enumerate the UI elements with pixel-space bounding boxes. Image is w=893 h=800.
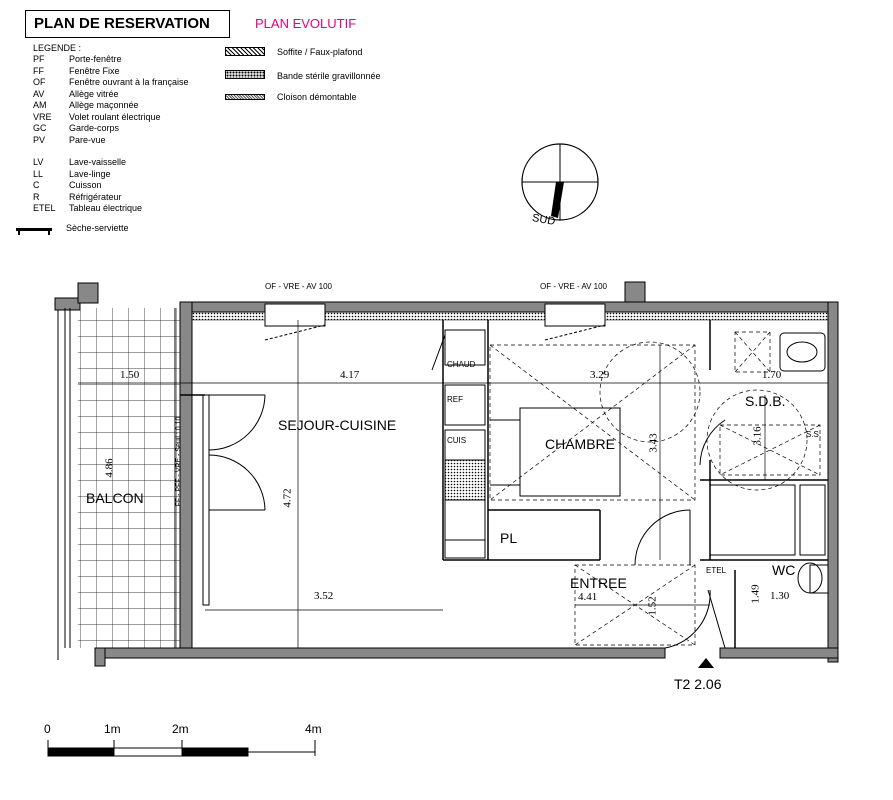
dim-sdb-height: 3.16 xyxy=(751,426,764,446)
scale-label-0: 0 xyxy=(44,722,51,736)
dim-sejour-bottom: 3.52 xyxy=(314,590,334,602)
tag-balcony-door: FF - PFF - VRE - Seuil : 0.10 xyxy=(175,416,183,507)
room-chambre: CHAMBRE xyxy=(545,436,616,452)
tag-cuis: CUIS xyxy=(447,436,467,445)
dim-sdb-width: 1.70 xyxy=(762,369,782,381)
tag-chaud: CHAUD xyxy=(447,360,476,369)
room-wc: WC xyxy=(772,562,796,578)
room-sdb: S.D.B. xyxy=(745,393,786,409)
legend-code: ETEL xyxy=(33,203,56,213)
room-pl: PL xyxy=(500,530,518,546)
scale-label-2m: 2m xyxy=(172,722,189,736)
legend-code: PF xyxy=(33,54,45,64)
legend-code: C xyxy=(33,180,40,190)
legend-desc: Fenêtre Fixe xyxy=(69,65,120,76)
partition-label: Cloison démontable xyxy=(277,92,357,102)
legend-desc: Lave-vaisselle xyxy=(69,157,127,167)
scale-label-4m: 4m xyxy=(305,722,322,736)
soffit-label: Soffite / Faux-plafond xyxy=(277,47,363,57)
legend-desc: Allège vitrée xyxy=(69,88,119,99)
legend-desc: Réfrigérateur xyxy=(69,191,122,202)
plan-subtitle: PLAN EVOLUTIF xyxy=(255,16,357,31)
legend-desc: Garde-corps xyxy=(69,123,120,133)
legend-desc: Lave-linge xyxy=(69,168,111,179)
legend-heading: LEGENDE : xyxy=(33,43,82,53)
room-balcon: BALCON xyxy=(86,490,144,506)
tag-ref: REF xyxy=(447,395,463,404)
scale-label-1m: 1m xyxy=(104,722,121,736)
gravel-label: Bande stérile gravillonnée xyxy=(277,71,381,81)
window-label-1: OF - VRE - AV 100 xyxy=(265,282,332,291)
dim-balcon-width: 1.50 xyxy=(120,369,140,381)
legend-code: FF xyxy=(33,65,44,76)
legend-code: VRE xyxy=(33,111,52,122)
legend-code: PV xyxy=(33,134,46,145)
dim-sejour-height: 4.72 xyxy=(281,488,294,508)
tag-etel: ETEL xyxy=(706,566,727,575)
legend-desc: Fenêtre ouvrant à la française xyxy=(69,77,189,87)
plan-title: PLAN DE RESERVATION xyxy=(25,10,230,38)
dim-chambre-height: 3.43 xyxy=(647,433,660,453)
legend-desc: Cuisson xyxy=(69,180,102,190)
legend-desc: Pare-vue xyxy=(69,134,106,145)
balcony-tiles xyxy=(78,308,183,648)
legend-code: GC xyxy=(33,123,47,133)
legend-code: AM xyxy=(33,100,47,110)
towel-rail-label: Sèche-serviette xyxy=(66,223,129,233)
dim-entree-height: 1.52 xyxy=(646,596,659,616)
legend-desc: Volet roulant électrique xyxy=(69,111,161,122)
legend-desc: Allège maçonnée xyxy=(69,100,139,110)
window-label-2: OF - VRE - AV 100 xyxy=(540,282,607,291)
legend-code: AV xyxy=(33,88,45,99)
legend-code: R xyxy=(33,191,40,202)
dim-chambre-width: 3.29 xyxy=(590,369,610,381)
dim-balcon-height: 4.86 xyxy=(103,458,116,478)
dim-entree-width: 4.41 xyxy=(578,591,598,603)
legend-code: OF xyxy=(33,77,46,87)
legend-code: LV xyxy=(33,157,44,167)
dim-wc-width: 1.30 xyxy=(770,590,790,602)
legend-desc: Tableau électrique xyxy=(69,203,143,213)
legend-code: LL xyxy=(33,168,44,179)
compass-label: SUD xyxy=(531,212,557,228)
tag-towel-rail: S.S. xyxy=(806,430,822,439)
room-sejour: SEJOUR-CUISINE xyxy=(278,417,397,433)
dim-sejour-width: 4.17 xyxy=(340,369,360,381)
dim-wc-height: 1.49 xyxy=(749,584,762,604)
unit-label: T2 2.06 xyxy=(674,676,722,692)
legend-desc: Porte-fenêtre xyxy=(69,54,122,64)
room-entree: ENTREE xyxy=(570,575,627,591)
